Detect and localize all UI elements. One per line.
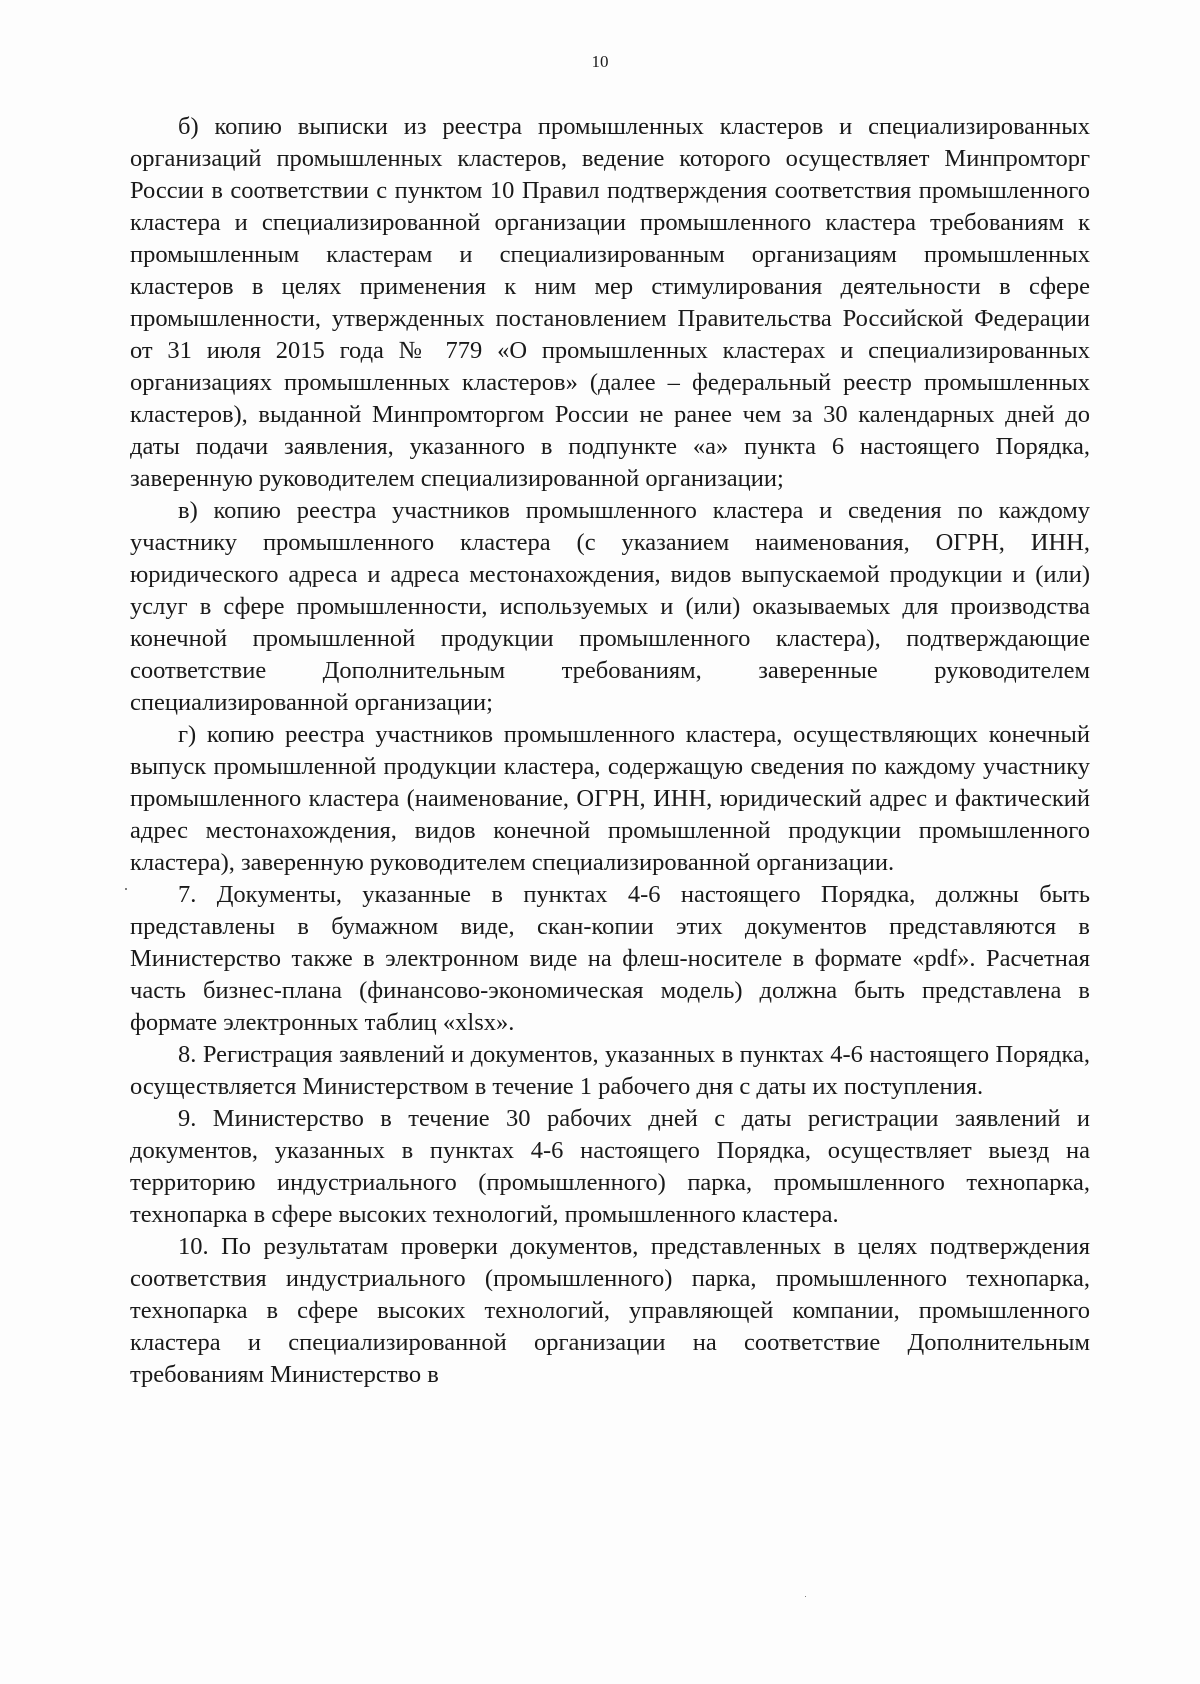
paragraph-b: б) копию выписки из реестра промышленных кластеров и специализированных организаций промышленных кластеров, ведение которого осуществляет Минпромторг России в соответствии с пунктом 10 Правил подтверждения соответствия промышленного кластера и специализированной организации промышленного кластера требованиям к промышленным кластерам и специализированным организациям промышленных кластеров в целях применения к ним мер стимулирования деятельности в сфере промышленности, утвержденных постановлением Правительства Российской Федерации от 31 июля 2015 года № 779 «О промышленных кластерах и специализированных организациях промышленных кластеров» (далее – федеральный реестр промышленных кластеров), выданной Минпромторгом России не ранее чем за 30 календарных дней до даты подачи заявления, указанного в подпункте «а» пункта 6 настоящего Порядка, заверенную руководителем специализированной организации; bbox=[130, 113, 1090, 492]
paragraph-8: 8. Регистрация заявлений и документов, указанных в пунктах 4-6 настоящего Порядка, осуществляется Министерством в течение 1 рабочего дня с даты их поступления. bbox=[130, 1041, 1090, 1100]
page-number: 10 bbox=[591, 52, 609, 71]
scan-artifact bbox=[805, 1596, 806, 1597]
paragraph-7: 7. Документы, указанные в пунктах 4-6 настоящего Порядка, должны быть представлены в бумажном виде, скан-копии этих документов представляются в Министерство также в электронном виде на флеш-носителе в формате «pdf». Расчетная часть бизнес-плана (финансово-экономическая модель) должна быть представлена в формате электронных таблиц «xlsx». bbox=[130, 881, 1090, 1036]
paragraph-g: г) копию реестра участников промышленного кластера, осуществляющих конечный выпуск промышленной продукции кластера, содержащую сведения по каждому участнику промышленного кластера (наименование, ОГРН, ИНН, юридический адрес и фактический адрес местонахождения, видов конечной промышленной продукции промышленного кластера), заверенную руководителем специализированной организации. bbox=[130, 721, 1090, 876]
paragraph-v: в) копию реестра участников промышленного кластера и сведения по каждому участнику промышленного кластера (с указанием наименования, ОГРН, ИНН, юридического адреса и адреса местонахождения, видов выпускаемой продукции и (или) услуг в сфере промышленности, используемых и (или) оказываемых для производства конечной промышленной продукции промышленного кластера), подтверждающие соответствие Дополнительным требованиям, заверенные руководителем специализированной организации; bbox=[130, 497, 1090, 716]
paragraph-10: 10. По результатам проверки документов, представленных в целях подтверждения соответствия индустриального (промышленного) парка, промышленного технопарка, технопарка в сфере высоких технологий, управляющей компании, промышленного кластера и специализированной организации на соответствие Дополнительным требованиям Министерство в bbox=[130, 1233, 1090, 1388]
scan-artifact bbox=[125, 888, 127, 890]
paragraph-9: 9. Министерство в течение 30 рабочих дней с даты регистрации заявлений и документов, указанных в пунктах 4-6 настоящего Порядка, осуществляет выезд на территорию индустриального (промышленного) парка, промышленного технопарка, технопарка в сфере высоких технологий, промышленного кластера. bbox=[130, 1105, 1090, 1228]
document-body bbox=[130, 111, 1090, 1391]
